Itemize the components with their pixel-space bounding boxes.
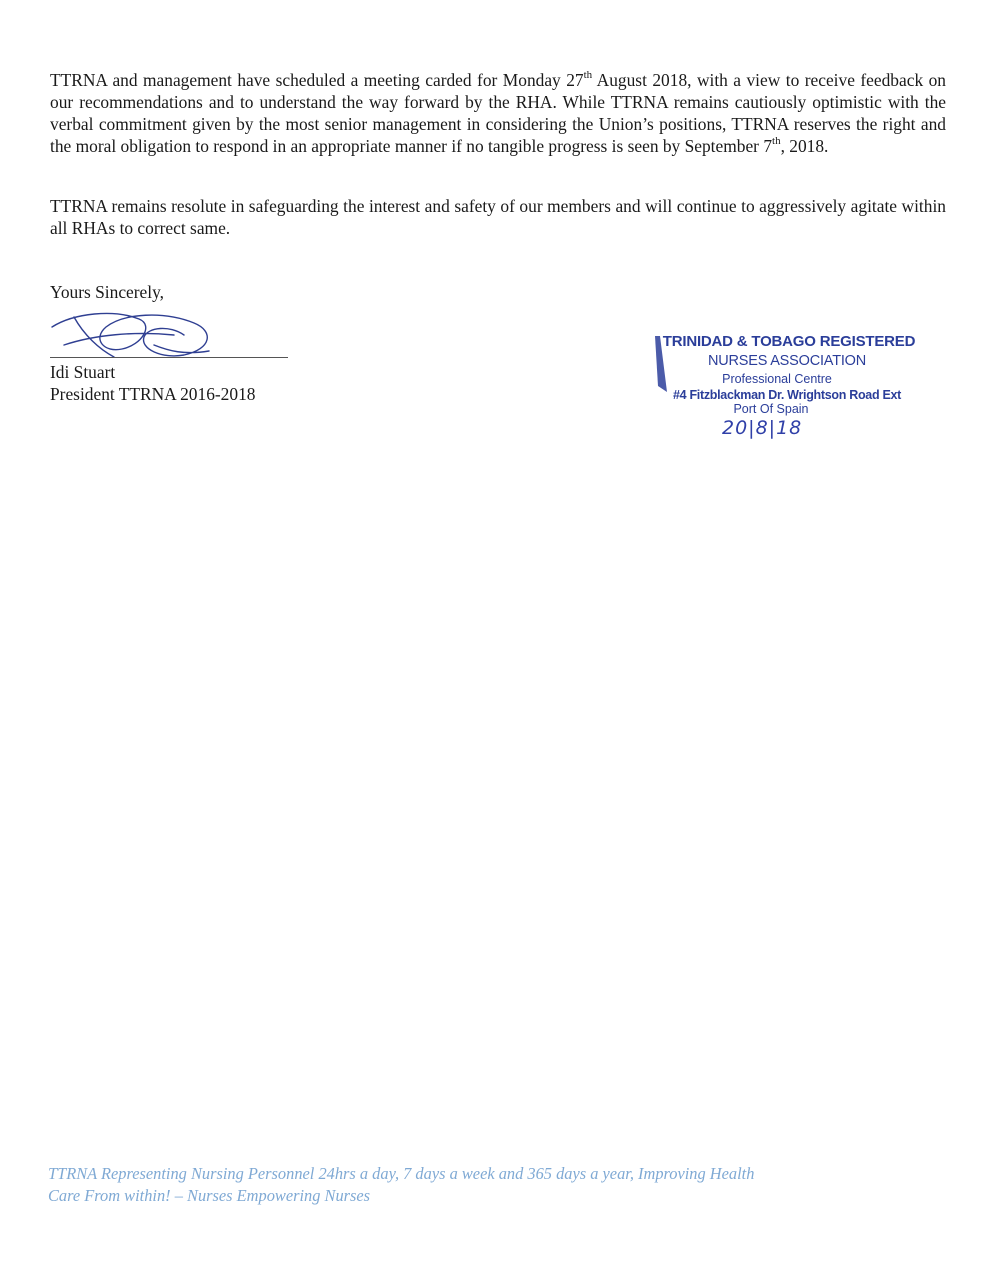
stamp-line-1: TRINIDAD & TOBAGO REGISTERED (662, 333, 916, 350)
signer-block (50, 361, 255, 405)
signer-name: Idi Stuart (50, 362, 116, 382)
footer-line-1: TTRNA Representing Nursing Personnel 24hrs a day, 7 days a week and 365 days a year, Improving Health (48, 1164, 755, 1183)
paragraph-resolve-text: TTRNA remains resolute in safeguarding the interest and safety of our members and will continue to aggressively agitate within all RHAs to correct same. (50, 196, 946, 238)
signer-title: President TTRNA 2016-2018 (50, 384, 256, 404)
association-stamp (652, 331, 914, 443)
closing-salutation: Yours Sincerely, (50, 282, 165, 302)
stamp-line-5: Port Of Spain (733, 402, 809, 416)
stamp-line-2: NURSES ASSOCIATION (707, 353, 867, 369)
signature-line (50, 357, 288, 358)
paragraph-meeting (50, 69, 946, 157)
ordinal-suffix: th (772, 135, 781, 148)
signature-image (44, 305, 224, 365)
paragraph-meeting-text-a: TTRNA and management have scheduled a meeting carded for Monday 27 (50, 70, 584, 90)
paragraph-meeting-text-b: August 2018, with a view to receive feedback on our recommendations and to understand the way forward by the RHA. While TTRNA remains cautiously optimistic with the verbal commitment given by the most senior management in considering the Union’s positions, TTRNA reserves the right and the moral obligation to respond in an appropriate manner if no tangible progress is seen by September 7 (50, 70, 946, 156)
paragraph-meeting-text-c: , 2018. (780, 136, 829, 156)
ordinal-suffix: th (583, 69, 593, 82)
footer-line-2: Care From within! – Nurses Empowering Nurses (48, 1186, 371, 1205)
stamp-line-3: Professional Centre (722, 372, 832, 386)
paragraph-resolve (50, 195, 946, 239)
stamp-line-4: #4 Fitzblackman Dr. Wrightson Road Ext (673, 388, 901, 402)
footer-tagline (48, 1163, 928, 1207)
stamp-handwritten-date: 20|8|18 (722, 417, 803, 439)
